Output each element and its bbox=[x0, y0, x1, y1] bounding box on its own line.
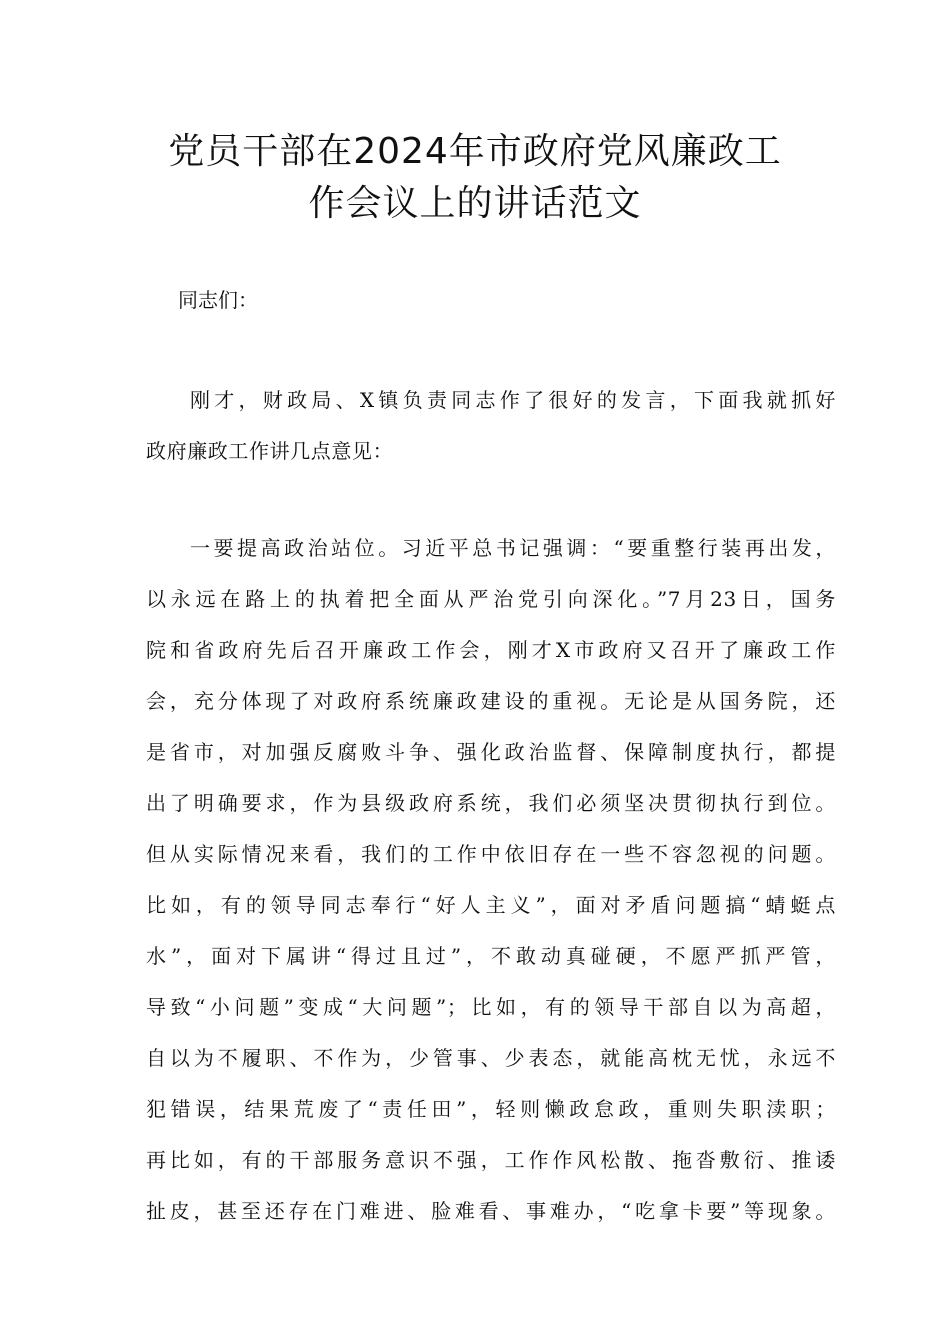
paragraph-line: 但从实际情况来看，我们的工作中依旧存在一些不容忽视的问题。 bbox=[146, 842, 836, 866]
paragraph-line: 以永远在路上的执着把全面从严治党引向深化。”7月23日，国务 bbox=[146, 587, 836, 611]
paragraph-line: 再比如，有的干部服务意识不强，工作作风松散、拖沓敷衍、推诿 bbox=[146, 1148, 836, 1172]
paragraph-line: 水”，面对下属讲“得过且过”，不敢动真碰硬，不愿严抓严管， bbox=[146, 944, 836, 968]
paragraph-line: 刚才，财政局、X镇负责同志作了很好的发言，下面我就抓好 bbox=[190, 388, 836, 412]
paragraph-line: 导致“小问题”变成“大问题”；比如，有的领导干部自以为高超， bbox=[146, 995, 836, 1019]
paragraph-line: 比如，有的领导同志奉行“好人主义”，面对矛盾问题搞“蜻蜓点 bbox=[146, 893, 836, 917]
paragraph-line: 出了明确要求，作为县级政府系统，我们必须坚决贯彻执行到位。 bbox=[146, 791, 836, 815]
paragraph-intro bbox=[146, 382, 836, 484]
paragraph-line: 自以为不履职、不作为，少管事、少表态，就能高枕无忧，永远不 bbox=[146, 1046, 836, 1070]
paragraph-line: 院和省政府先后召开廉政工作会，刚才X市政府又召开了廉政工作 bbox=[146, 638, 836, 662]
salutation: 同志们： bbox=[178, 288, 258, 312]
title-line-1: 党员干部在2024年市政府党风廉政工 bbox=[168, 131, 782, 172]
paragraph-line: 一要提高政治站位。习近平总书记强调：“要重整行装再出发， bbox=[190, 536, 836, 560]
paragraph-line: 会，充分体现了对政府系统廉政建设的重视。无论是从国务院，还 bbox=[146, 689, 836, 713]
paragraph-political-stance bbox=[146, 530, 836, 1244]
paragraph-line: 政府廉政工作讲几点意见： bbox=[146, 439, 394, 463]
paragraph-line: 是省市，对加强反腐败斗争、强化政治监督、保障制度执行，都提 bbox=[146, 740, 836, 764]
paragraph-line: 犯错误，结果荒废了“责任田”，轻则懒政怠政，重则失职渎职； bbox=[146, 1097, 836, 1121]
document-title bbox=[100, 126, 850, 230]
paragraph-line: 扯皮，甚至还存在门难进、脸难看、事难办，“吃拿卡要”等现象。 bbox=[146, 1199, 836, 1223]
title-line-2: 作会议上的讲话范文 bbox=[308, 183, 642, 224]
